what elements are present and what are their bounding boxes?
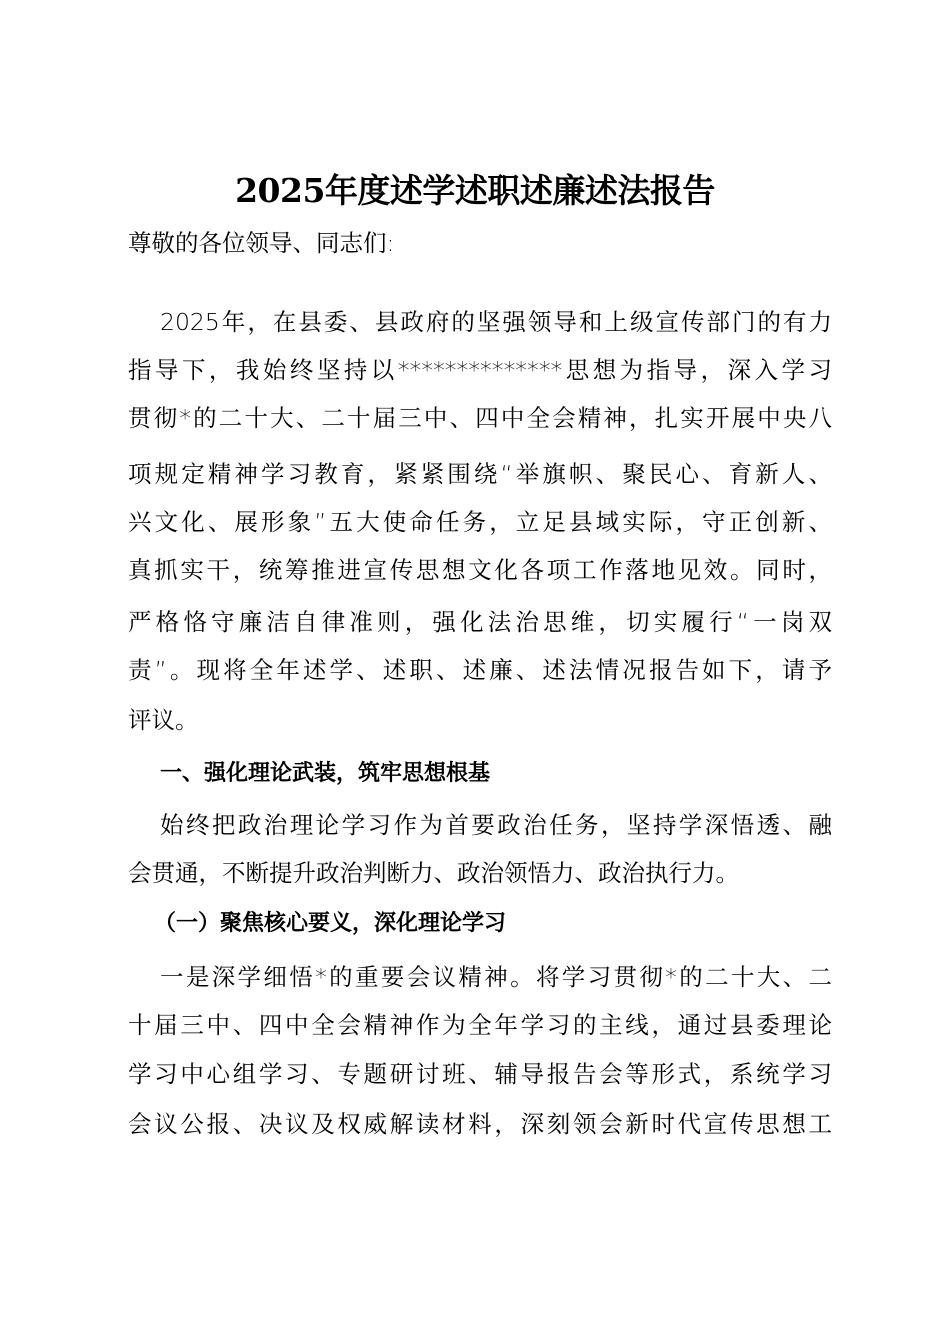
subsection-heading: （一）聚焦核心要义，深化理论学习 [154,911,507,936]
paragraph-line: 学习中心组学习、专题研讨班、辅导报告会等形式，系统学习 [128,1060,832,1088]
paragraph-line: 指导下，我始终坚持以**************思想为指导，深入学习 [128,356,832,384]
paragraph-line: 兴文化、展形象”五大使命任务，立足县域实际，守正创新、 [128,508,832,536]
paragraph-line: 项规定精神学习教育，紧紧围绕“举旗帜、聚民心、育新人、 [128,460,832,488]
document-title: 2025年度述学述职述廉述法报告 [235,171,715,210]
paragraph-line: 评议。 [128,706,199,734]
paragraph-line: 真抓实干，统筹推进宣传思想文化各项工作落地见效。同时， [128,556,832,584]
salutation: 尊敬的各位领导、同志们: [128,229,395,257]
paragraph-line: 始终把政治理论学习作为首要政治任务，坚持学深悟透、融 [160,811,832,839]
paragraph-line: 2025年，在县委、县政府的坚强领导和上级宣传部门的有力 [160,308,832,336]
paragraph-line: 会贯通，不断提升政治判断力、政治领悟力、政治执行力。 [128,859,739,887]
paragraph-line: 责”。现将全年述学、述职、述廉、述法情况报告如下，请予 [128,656,832,684]
paragraph-line: 一是深学细悟*的重要会议精神。将学习贯彻*的二十大、二 [160,963,832,991]
section-heading: 一、强化理论武装，筑牢思想根基 [160,761,491,786]
paragraph-line: 贯彻*的二十大、二十届三中、四中全会精神，扎实开展中央八 [128,404,832,432]
paragraph-line: 会议公报、决议及权威解读材料，深刻领会新时代宣传思想工 [128,1110,832,1138]
paragraph-line: 十届三中、四中全会精神作为全年学习的主线，通过县委理论 [128,1011,832,1039]
paragraph-line: 严格恪守廉洁自律准则，强化法治思维，切实履行“一岗双 [128,608,832,636]
